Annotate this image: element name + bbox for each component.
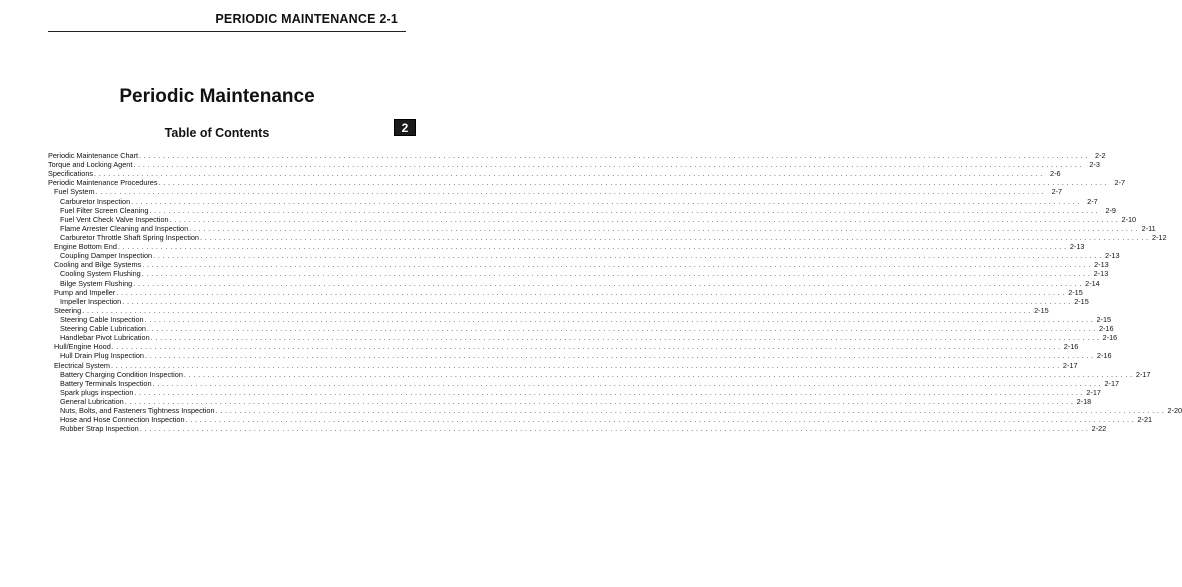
toc-entry-page: 2-11 <box>1141 223 1156 233</box>
toc-entry-page: 2-13 <box>1093 269 1109 279</box>
toc-entry-label: Torque and Locking Agent <box>48 160 133 170</box>
toc-leader-dots: . . . . . . . . . . . . . . . . . . . . . . . . . . . . . . . . . . . . . . . . . . . . . . . . . . . . . . . . . . . . . . . . . . . . . . . . . . . . . . . . . . . . . . . . . . . . . . . . . . . . . . . . . . . . . . . . . . . . . . . . . . . . . . . . . . . . . . . . . . . . . . . . . . . . . . . . . . . . . . . . . . . . . . . . . . . . . . . . . . . . . . . . . . . . . . . . . . . . . . . . <box>133 278 1082 288</box>
toc-entry[interactable] <box>48 333 1118 343</box>
toc-leader-dots: . . . . . . . . . . . . . . . . . . . . . . . . . . . . . . . . . . . . . . . . . . . . . . . . . . . . . . . . . . . . . . . . . . . . . . . . . . . . . . . . . . . . . . . . . . . . . . . . . . . . . . . . . . . . . . . . . . . . . . . . . . . . . . . . . . . . . . . . . . . . . . . . . . . . . . . . . . . . . . . . . . . . . . . . . . . . . . . . . . . . . . . . . . . . . . . . . . . . . . . . <box>82 305 1031 315</box>
toc-leader-dots: . . . . . . . . . . . . . . . . . . . . . . . . . . . . . . . . . . . . . . . . . . . . . . . . . . . . . . . . . . . . . . . . . . . . . . . . . . . . . . . . . . . . . . . . . . . . . . . . . . . . . . . . . . . . . . . . . . . . . . . . . . . . . . . . . . . . . . . . . . . . . . . . . . . . . . . . . . . . . . . . . . . . . . . . . . . . . . . . . . . . . . . . . . . . . . . . . . . . . . . . <box>110 360 1060 370</box>
header-rule <box>48 31 406 32</box>
toc-entry[interactable] <box>48 369 1151 379</box>
toc-entry-label: Periodic Maintenance Procedures <box>48 178 158 188</box>
toc-entry[interactable] <box>48 360 1078 370</box>
toc-entry[interactable] <box>48 223 1156 233</box>
toc-entry-label: Handlebar Pivot Lubrication <box>60 333 150 343</box>
toc-entry[interactable] <box>48 424 1107 434</box>
toc-leader-dots: . . . . . . . . . . . . . . . . . . . . . . . . . . . . . . . . . . . . . . . . . . . . . . . . . . . . . . . . . . . . . . . . . . . . . . . . . . . . . . . . . . . . . . . . . . . . . . . . . . . . . . . . . . . . . . . . . . . . . . . . . . . . . . . . . . . . . . . . . . . . . . . . . . . . . . . . . . . . . . . . . . . . . . . . . . . . . . . . . . . . . . . . . . . . . . . . . . . . . . . . <box>141 269 1091 279</box>
table-of-contents <box>48 151 1182 434</box>
toc-entry-page: 2-17 <box>1062 360 1078 370</box>
toc-entry-page: 2-18 <box>1076 396 1092 406</box>
toc-entry-label: Engine Bottom End <box>54 242 117 252</box>
toc-leader-dots: . . . . . . . . . . . . . . . . . . . . . . . . . . . . . . . . . . . . . . . . . . . . . . . . . . . . . . . . . . . . . . . . . . . . . . . . . . . . . . . . . . . . . . . . . . . . . . . . . . . . . . . . . . . . . . . . . . . . . . . . . . . . . . . . . . . . . . . . . . . . . . . . . . . . . . . . . . . . . . . . . . . . . . . . . . . . . . . . . . . . . . . . . . . . . . . . . . . . . . . . <box>169 214 1119 224</box>
toc-entry[interactable] <box>48 324 1114 334</box>
toc-leader-dots: . . . . . . . . . . . . . . . . . . . . . . . . . . . . . . . . . . . . . . . . . . . . . . . . . . . . . . . . . . . . . . . . . . . . . . . . . . . . . . . . . . . . . . . . . . . . . . . . . . . . . . . . . . . . . . . . . . . . . . . . . . . . . . . . . . . . . . . . . . . . . . . . . . . . . . . . . . . . . . . . . . . . . . . . . . . . . . . . . . . . . . . . . . . . . . . . . . . . . . . . <box>117 242 1067 252</box>
toc-entry[interactable] <box>48 260 1109 270</box>
toc-entry-page: 2-15 <box>1034 305 1049 315</box>
toc-entry-label: Spark plugs inspection <box>60 387 134 397</box>
toc-entry[interactable] <box>48 269 1109 279</box>
toc-entry-page: 2-7 <box>1051 187 1063 197</box>
toc-leader-dots: . . . . . . . . . . . . . . . . . . . . . . . . . . . . . . . . . . . . . . . . . . . . . . . . . . . . . . . . . . . . . . . . . . . . . . . . . . . . . . . . . . . . . . . . . . . . . . . . . . . . . . . . . . . . . . . . . . . . . . . . . . . . . . . . . . . . . . . . . . . . . . . . . . . . . . . . . . . . . . . . . . . . . . . . . . . . . . . . . . . . . . . . . . . . . . . . . . . . . . . . <box>200 232 1149 242</box>
toc-entry-page: 2-17 <box>1086 387 1101 397</box>
toc-entry[interactable] <box>48 278 1100 288</box>
toc-entry[interactable] <box>48 305 1049 315</box>
toc-leader-dots: . . . . . . . . . . . . . . . . . . . . . . . . . . . . . . . . . . . . . . . . . . . . . . . . . . . . . . . . . . . . . . . . . . . . . . . . . . . . . . . . . . . . . . . . . . . . . . . . . . . . . . . . . . . . . . . . . . . . . . . . . . . . . . . . . . . . . . . . . . . . . . . . . . . . . . . . . . . . . . . . . . . . . . . . . . . . . . . . . . . . . . . . . . . . . . . . . . . . . . . . <box>158 178 1108 188</box>
toc-leader-dots: . . . . . . . . . . . . . . . . . . . . . . . . . . . . . . . . . . . . . . . . . . . . . . . . . . . . . . . . . . . . . . . . . . . . . . . . . . . . . . . . . . . . . . . . . . . . . . . . . . . . . . . . . . . . . . . . . . . . . . . . . . . . . . . . . . . . . . . . . . . . . . . . . . . . . . . . . . . . . . . . . . . . . . . . . . . . . . . . . . . . . . . . . . . . . . . . . . . . . . . . <box>215 406 1165 416</box>
chapter-title: Periodic Maintenance <box>119 86 315 107</box>
toc-entry-page: 2-9 <box>1105 205 1116 215</box>
toc-entry-label: Impeller Inspection <box>60 296 122 306</box>
toc-leader-dots: . . . . . . . . . . . . . . . . . . . . . . . . . . . . . . . . . . . . . . . . . . . . . . . . . . . . . . . . . . . . . . . . . . . . . . . . . . . . . . . . . . . . . . . . . . . . . . . . . . . . . . . . . . . . . . . . . . . . . . . . . . . . . . . . . . . . . . . . . . . . . . . . . . . . . . . . . . . . . . . . . . . . . . . . . . . . . . . . . . . . . . . . . . . . . . . . . . . . . . . . <box>95 187 1045 197</box>
toc-leader-dots: . . . . . . . . . . . . . . . . . . . . . . . . . . . . . . . . . . . . . . . . . . . . . . . . . . . . . . . . . . . . . . . . . . . . . . . . . . . . . . . . . . . . . . . . . . . . . . . . . . . . . . . . . . . . . . . . . . . . . . . . . . . . . . . . . . . . . . . . . . . . . . . . . . . . . . . . . . . . . . . . . . . . . . . . . . . . . . . . . . . . . . . . . . . . . . . . . . . . . . . . <box>142 260 1091 270</box>
toc-entry[interactable] <box>48 287 1083 297</box>
toc-entry-page: 2-2 <box>1095 151 1106 160</box>
toc-leader-dots: . . . . . . . . . . . . . . . . . . . . . . . . . . . . . . . . . . . . . . . . . . . . . . . . . . . . . . . . . . . . . . . . . . . . . . . . . . . . . . . . . . . . . . . . . . . . . . . . . . . . . . . . . . . . . . . . . . . . . . . . . . . . . . . . . . . . . . . . . . . . . . . . . . . . . . . . . . . . . . . . . . . . . . . . . . . . . . . . . . . . . . . . . . . . . . . . . . . . . . . . <box>116 287 1065 297</box>
toc-leader-dots: . . . . . . . . . . . . . . . . . . . . . . . . . . . . . . . . . . . . . . . . . . . . . . . . . . . . . . . . . . . . . . . . . . . . . . . . . . . . . . . . . . . . . . . . . . . . . . . . . . . . . . . . . . . . . . . . . . . . . . . . . . . . . . . . . . . . . . . . . . . . . . . . . . . . . . . . . . . . . . . . . . . . . . . . . . . . . . . . . . . . . . . . . . . . . . . . . . . . . . . . <box>131 196 1080 206</box>
toc-leader-dots: . . . . . . . . . . . . . . . . . . . . . . . . . . . . . . . . . . . . . . . . . . . . . . . . . . . . . . . . . . . . . . . . . . . . . . . . . . . . . . . . . . . . . . . . . . . . . . . . . . . . . . . . . . . . . . . . . . . . . . . . . . . . . . . . . . . . . . . . . . . . . . . . . . . . . . . . . . . . . . . . . . . . . . . . . . . . . . . . . . . . . . . . . . . . . . . . . . . . . . . . <box>124 396 1074 406</box>
toc-entry[interactable] <box>48 178 1126 188</box>
toc-leader-dots: . . . . . . . . . . . . . . . . . . . . . . . . . . . . . . . . . . . . . . . . . . . . . . . . . . . . . . . . . . . . . . . . . . . . . . . . . . . . . . . . . . . . . . . . . . . . . . . . . . . . . . . . . . . . . . . . . . . . . . . . . . . . . . . . . . . . . . . . . . . . . . . . . . . . . . . . . . . . . . . . . . . . . . . . . . . . . . . . . . . . . . . . . . . . . . . . . . . . . . . . <box>189 223 1138 233</box>
toc-entry-label: Hull/Engine Hood <box>54 342 111 352</box>
toc-entry-page: 2-16 <box>1098 324 1114 334</box>
toc-entry[interactable] <box>48 160 1100 170</box>
toc-entry-page: 2-13 <box>1094 260 1109 270</box>
toc-leader-dots: . . . . . . . . . . . . . . . . . . . . . . . . . . . . . . . . . . . . . . . . . . . . . . . . . . . . . . . . . . . . . . . . . . . . . . . . . . . . . . . . . . . . . . . . . . . . . . . . . . . . . . . . . . . . . . . . . . . . . . . . . . . . . . . . . . . . . . . . . . . . . . . . . . . . . . . . . . . . . . . . . . . . . . . . . . . . . . . . . . . . . . . . . . . . . . . . . . . . . . . . <box>183 369 1133 379</box>
toc-entry-label: Hose and Hose Connection Inspection <box>60 415 185 425</box>
toc-entry-page: 2-15 <box>1068 287 1083 297</box>
toc-entry[interactable] <box>48 187 1063 197</box>
toc-entry-page: 2-16 <box>1063 342 1079 352</box>
toc-leader-dots: . . . . . . . . . . . . . . . . . . . . . . . . . . . . . . . . . . . . . . . . . . . . . . . . . . . . . . . . . . . . . . . . . . . . . . . . . . . . . . . . . . . . . . . . . . . . . . . . . . . . . . . . . . . . . . . . . . . . . . . . . . . . . . . . . . . . . . . . . . . . . . . . . . . . . . . . . . . . . . . . . . . . . . . . . . . . . . . . . . . . . . . . . . . . . . . . . . . . . . . . <box>111 342 1061 352</box>
toc-entry[interactable] <box>48 387 1101 397</box>
toc-leader-dots: . . . . . . . . . . . . . . . . . . . . . . . . . . . . . . . . . . . . . . . . . . . . . . . . . . . . . . . . . . . . . . . . . . . . . . . . . . . . . . . . . . . . . . . . . . . . . . . . . . . . . . . . . . . . . . . . . . . . . . . . . . . . . . . . . . . . . . . . . . . . . . . . . . . . . . . . . . . . . . . . . . . . . . . . . . . . . . . . . . . . . . . . . . . . . . . . . . . . . . . . <box>144 314 1094 324</box>
toc-entry-label: Cooling and Bilge Systems <box>54 260 142 270</box>
toc-entry-page: 2-3 <box>1089 160 1100 170</box>
toc-leader-dots: . . . . . . . . . . . . . . . . . . . . . . . . . . . . . . . . . . . . . . . . . . . . . . . . . . . . . . . . . . . . . . . . . . . . . . . . . . . . . . . . . . . . . . . . . . . . . . . . . . . . . . . . . . . . . . . . . . . . . . . . . . . . . . . . . . . . . . . . . . . . . . . . . . . . . . . . . . . . . . . . . . . . . . . . . . . . . . . . . . . . . . . . . . . . . . . . . . . . . . . . <box>94 169 1043 179</box>
toc-heading: Table of Contents <box>164 126 270 140</box>
toc-leader-dots: . . . . . . . . . . . . . . . . . . . . . . . . . . . . . . . . . . . . . . . . . . . . . . . . . . . . . . . . . . . . . . . . . . . . . . . . . . . . . . . . . . . . . . . . . . . . . . . . . . . . . . . . . . . . . . . . . . . . . . . . . . . . . . . . . . . . . . . . . . . . . . . . . . . . . . . . . . . . . . . . . . . . . . . . . . . . . . . . . . . . . . . . . . . . . . . . . . . . . . . . <box>139 424 1089 434</box>
toc-entry-page: 2-17 <box>1104 378 1120 388</box>
toc-leader-dots: . . . . . . . . . . . . . . . . . . . . . . . . . . . . . . . . . . . . . . . . . . . . . . . . . . . . . . . . . . . . . . . . . . . . . . . . . . . . . . . . . . . . . . . . . . . . . . . . . . . . . . . . . . . . . . . . . . . . . . . . . . . . . . . . . . . . . . . . . . . . . . . . . . . . . . . . . . . . . . . . . . . . . . . . . . . . . . . . . . . . . . . . . . . . . . . . . . . . . . . . <box>134 387 1083 397</box>
toc-entry-label: Carburetor Inspection <box>60 196 131 206</box>
toc-entry-label: Flame Arrester Cleaning and Inspection <box>60 223 189 233</box>
toc-entry-page: 2-22 <box>1091 424 1107 434</box>
toc-entry-label: Coupling Damper Inspection <box>60 251 153 261</box>
toc-entry-label: Electrical System <box>54 360 110 370</box>
toc-entry[interactable] <box>48 214 1137 224</box>
toc-entry-page: 2-16 <box>1096 351 1112 361</box>
toc-entry-label: Bilge System Flushing <box>60 278 133 288</box>
toc-entry-page: 2-13 <box>1069 242 1085 252</box>
toc-entry-page: 2-6 <box>1050 169 1061 179</box>
toc-entry-page: 2-7 <box>1087 196 1098 206</box>
toc-entry-label: Battery Charging Condition Inspection <box>60 369 183 379</box>
toc-leader-dots: . . . . . . . . . . . . . . . . . . . . . . . . . . . . . . . . . . . . . . . . . . . . . . . . . . . . . . . . . . . . . . . . . . . . . . . . . . . . . . . . . . . . . . . . . . . . . . . . . . . . . . . . . . . . . . . . . . . . . . . . . . . . . . . . . . . . . . . . . . . . . . . . . . . . . . . . . . . . . . . . . . . . . . . . . . . . . . . . . . . . . . . . . . . . . . . . . . . . . . . . <box>152 378 1102 388</box>
toc-leader-dots: . . . . . . . . . . . . . . . . . . . . . . . . . . . . . . . . . . . . . . . . . . . . . . . . . . . . . . . . . . . . . . . . . . . . . . . . . . . . . . . . . . . . . . . . . . . . . . . . . . . . . . . . . . . . . . . . . . . . . . . . . . . . . . . . . . . . . . . . . . . . . . . . . . . . . . . . . . . . . . . . . . . . . . . . . . . . . . . . . . . . . . . . . . . . . . . . . . . . . . . . <box>139 151 1088 160</box>
toc-entry[interactable] <box>48 314 1112 324</box>
toc-entry[interactable] <box>48 242 1085 252</box>
toc-entry[interactable] <box>48 251 1120 261</box>
toc-entry[interactable] <box>48 342 1079 352</box>
toc-entry-label: General Lubrication <box>60 396 124 406</box>
toc-leader-dots: . . . . . . . . . . . . . . . . . . . . . . . . . . . . . . . . . . . . . . . . . . . . . . . . . . . . . . . . . . . . . . . . . . . . . . . . . . . . . . . . . . . . . . . . . . . . . . . . . . . . . . . . . . . . . . . . . . . . . . . . . . . . . . . . . . . . . . . . . . . . . . . . . . . . . . . . . . . . . . . . . . . . . . . . . . . . . . . . . . . . . . . . . . . . . . . . . . . . . . . . <box>147 324 1096 334</box>
toc-entry-label: Steering Cable Lubrication <box>60 324 146 334</box>
toc-entry[interactable] <box>48 378 1120 388</box>
toc-entry-label: Battery Terminals Inspection <box>60 378 152 388</box>
toc-entry[interactable] <box>48 169 1061 179</box>
toc-entry-page: 2-13 <box>1105 251 1120 261</box>
toc-entry-page: 2-15 <box>1074 296 1089 306</box>
toc-entry-label: Carburetor Throttle Shaft Spring Inspection <box>60 232 199 242</box>
toc-entry-label: Specifications <box>48 169 94 179</box>
toc-entry-label: Steering <box>54 305 82 315</box>
running-header-title: PERIODIC MAINTENANCE 2-1 <box>215 12 398 26</box>
toc-entry-label: Fuel Filter Screen Cleaning <box>60 205 149 215</box>
toc-leader-dots: . . . . . . . . . . . . . . . . . . . . . . . . . . . . . . . . . . . . . . . . . . . . . . . . . . . . . . . . . . . . . . . . . . . . . . . . . . . . . . . . . . . . . . . . . . . . . . . . . . . . . . . . . . . . . . . . . . . . . . . . . . . . . . . . . . . . . . . . . . . . . . . . . . . . . . . . . . . . . . . . . . . . . . . . . . . . . . . . . . . . . . . . . . . . . . . . . . . . . . . . <box>122 296 1071 306</box>
toc-entry-page: 2-14 <box>1085 278 1100 288</box>
toc-entry-page: 2-12 <box>1151 232 1167 242</box>
toc-entry-page: 2-16 <box>1102 333 1118 343</box>
toc-entry[interactable] <box>48 415 1153 425</box>
toc-entry[interactable] <box>48 205 1116 215</box>
toc-entry[interactable] <box>48 151 1106 160</box>
toc-entry[interactable] <box>48 296 1089 306</box>
toc-entry-page: 2-7 <box>1114 178 1126 188</box>
toc-leader-dots: . . . . . . . . . . . . . . . . . . . . . . . . . . . . . . . . . . . . . . . . . . . . . . . . . . . . . . . . . . . . . . . . . . . . . . . . . . . . . . . . . . . . . . . . . . . . . . . . . . . . . . . . . . . . . . . . . . . . . . . . . . . . . . . . . . . . . . . . . . . . . . . . . . . . . . . . . . . . . . . . . . . . . . . . . . . . . . . . . . . . . . . . . . . . . . . . . . . . . . . . <box>153 251 1102 261</box>
toc-entry-label: Periodic Maintenance Chart <box>48 151 139 160</box>
toc-leader-dots: . . . . . . . . . . . . . . . . . . . . . . . . . . . . . . . . . . . . . . . . . . . . . . . . . . . . . . . . . . . . . . . . . . . . . . . . . . . . . . . . . . . . . . . . . . . . . . . . . . . . . . . . . . . . . . . . . . . . . . . . . . . . . . . . . . . . . . . . . . . . . . . . . . . . . . . . . . . . . . . . . . . . . . . . . . . . . . . . . . . . . . . . . . . . . . . . . . . . . . . . <box>144 351 1094 361</box>
toc-entry-page: 2-20 <box>1167 406 1182 416</box>
toc-entry-label: Cooling System Flushing <box>60 269 141 279</box>
toc-entry-page: 2-17 <box>1135 369 1151 379</box>
chapter-tab: 2 <box>394 119 416 136</box>
toc-entry-page: 2-15 <box>1096 314 1112 324</box>
toc-leader-dots: . . . . . . . . . . . . . . . . . . . . . . . . . . . . . . . . . . . . . . . . . . . . . . . . . . . . . . . . . . . . . . . . . . . . . . . . . . . . . . . . . . . . . . . . . . . . . . . . . . . . . . . . . . . . . . . . . . . . . . . . . . . . . . . . . . . . . . . . . . . . . . . . . . . . . . . . . . . . . . . . . . . . . . . . . . . . . . . . . . . . . . . . . . . . . . . . . . . . . . . . <box>185 415 1135 425</box>
toc-entry-label: Nuts, Bolts, and Fasteners Tightness Inspection <box>60 406 215 416</box>
toc-leader-dots: . . . . . . . . . . . . . . . . . . . . . . . . . . . . . . . . . . . . . . . . . . . . . . . . . . . . . . . . . . . . . . . . . . . . . . . . . . . . . . . . . . . . . . . . . . . . . . . . . . . . . . . . . . . . . . . . . . . . . . . . . . . . . . . . . . . . . . . . . . . . . . . . . . . . . . . . . . . . . . . . . . . . . . . . . . . . . . . . . . . . . . . . . . . . . . . . . . . . . . . . <box>150 333 1100 343</box>
toc-entry[interactable] <box>48 406 1182 416</box>
toc-entry[interactable] <box>48 196 1098 206</box>
toc-entry-label: Fuel System <box>54 187 95 197</box>
toc-entry[interactable] <box>48 232 1167 242</box>
toc-leader-dots: . . . . . . . . . . . . . . . . . . . . . . . . . . . . . . . . . . . . . . . . . . . . . . . . . . . . . . . . . . . . . . . . . . . . . . . . . . . . . . . . . . . . . . . . . . . . . . . . . . . . . . . . . . . . . . . . . . . . . . . . . . . . . . . . . . . . . . . . . . . . . . . . . . . . . . . . . . . . . . . . . . . . . . . . . . . . . . . . . . . . . . . . . . . . . . . . . . . . . . . . <box>133 160 1082 170</box>
toc-entry[interactable] <box>48 396 1092 406</box>
toc-entry-label: Rubber Strap Inspection <box>60 424 139 434</box>
toc-entry-label: Hull Drain Plug Inspection <box>60 351 144 361</box>
toc-entry-label: Pump and Impeller <box>54 287 116 297</box>
toc-entry-label: Fuel Vent Check Valve Inspection <box>60 214 169 224</box>
toc-entry-label: Steering Cable Inspection <box>60 314 144 324</box>
toc-entry-page: 2-21 <box>1137 415 1153 425</box>
toc-leader-dots: . . . . . . . . . . . . . . . . . . . . . . . . . . . . . . . . . . . . . . . . . . . . . . . . . . . . . . . . . . . . . . . . . . . . . . . . . . . . . . . . . . . . . . . . . . . . . . . . . . . . . . . . . . . . . . . . . . . . . . . . . . . . . . . . . . . . . . . . . . . . . . . . . . . . . . . . . . . . . . . . . . . . . . . . . . . . . . . . . . . . . . . . . . . . . . . . . . . . . . . . <box>149 205 1098 215</box>
toc-entry[interactable] <box>48 351 1112 361</box>
toc-entry-page: 2-10 <box>1121 214 1137 224</box>
